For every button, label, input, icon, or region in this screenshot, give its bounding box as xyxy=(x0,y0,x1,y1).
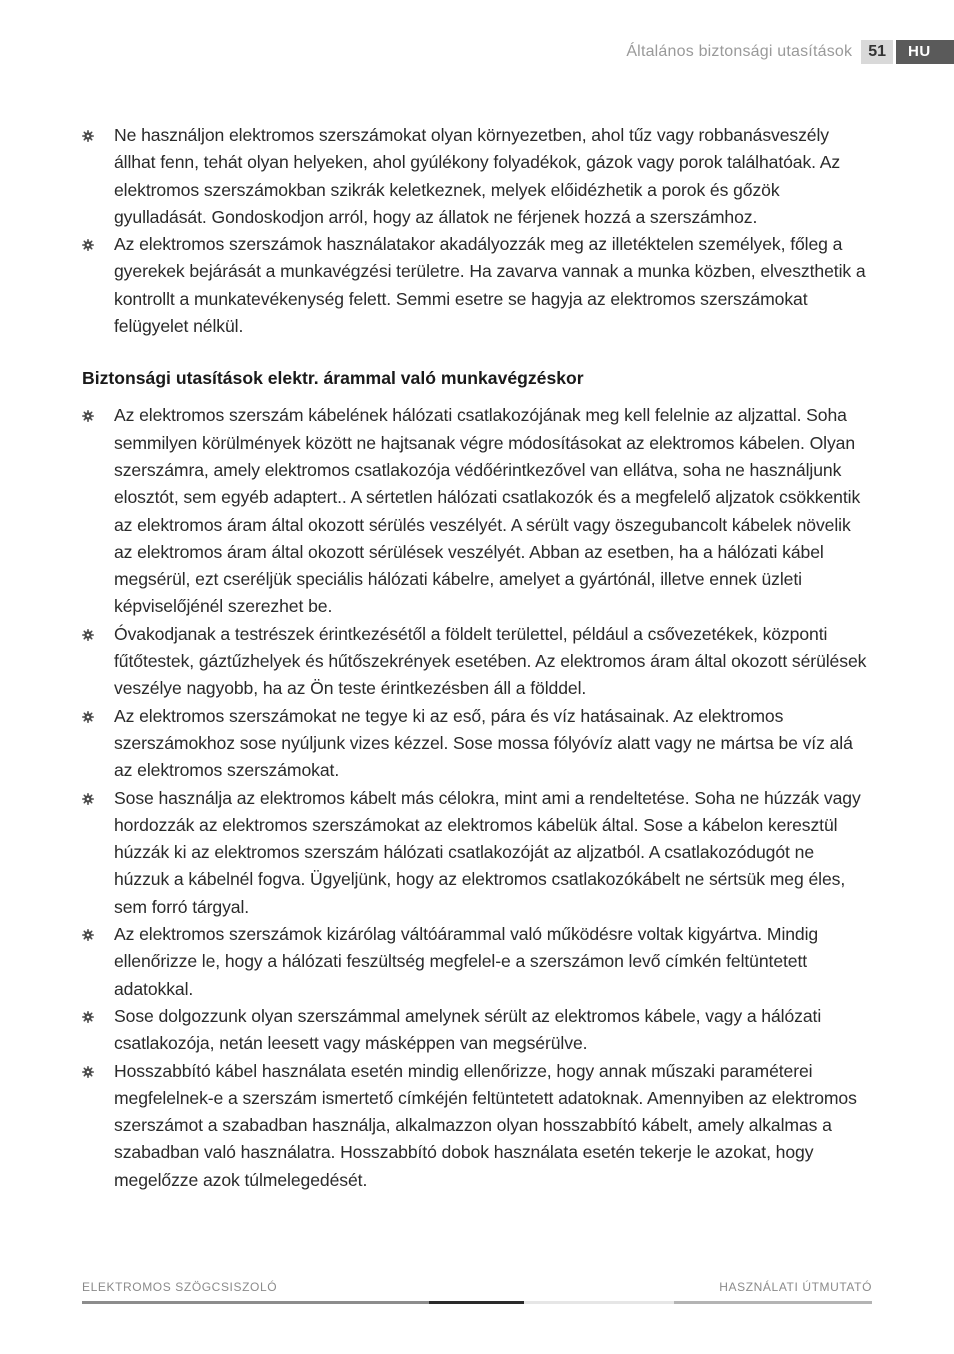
list-item xyxy=(82,122,872,231)
list-item-text: Az elektromos szerszámok kizárólag váltóárammal való működésre voltak kigyártva. Mindig ellenőrizze le, hogy a hálózati feszültség megfelel-e a szerszámon levő címkén feltüntetett adatokkal. xyxy=(114,924,819,999)
gear-bullet-icon xyxy=(82,410,94,422)
footer-divider xyxy=(524,1301,674,1304)
list-item xyxy=(82,1058,872,1194)
footer-divider xyxy=(674,1301,872,1304)
gear-bullet-icon xyxy=(82,629,94,641)
section-heading: Biztonsági utasítások elektr. árammal való munkavégzéskor xyxy=(82,368,584,389)
list-item xyxy=(82,1003,872,1058)
gear-bullet-icon xyxy=(82,711,94,723)
list-item-text: Ne használjon elektromos szerszámokat olyan környezetben, ahol tűz vagy robbanásveszély állhat fenn, tehát olyan helyeken, ahol gyúlékony folyadékok, gázok vagy porok találhatóak. Az elektromos szerszámokban szikrák keletkeznek, melyek előidézhetik a porok és gőzök gyulladását. Gondoskodjon arról, hogy az állatok ne férjenek hozzá a szerszámhoz. xyxy=(114,125,841,227)
language-badge: HU xyxy=(896,40,954,64)
list-item xyxy=(82,231,872,340)
gear-bullet-icon xyxy=(82,793,94,805)
list-item xyxy=(82,703,872,785)
gear-bullet-icon xyxy=(82,130,94,142)
page-header xyxy=(626,40,954,64)
electrical-safety-list xyxy=(82,402,872,1194)
list-item xyxy=(82,921,872,1003)
list-item-text: Az elektromos szerszámok használatakor akadályozzák meg az illetéktelen személyek, főleg a gyerekek bejárását a munkavégzési területre. Ha zavarva vannak a munka közben, elveszthetik a kontrollt a munkatevékenység felett. Semmi esetre se hagyja az elektromos szerszámokat felügyelet nélkül. xyxy=(114,234,866,337)
page-number: 51 xyxy=(861,40,893,64)
gear-bullet-icon xyxy=(82,929,94,941)
list-item xyxy=(82,621,872,703)
gear-bullet-icon xyxy=(82,1011,94,1023)
list-item-text: Hosszabbító kábel használata esetén mindig ellenőrizze, hogy annak műszaki paraméterei megfelelnek-e a szerszám ismertető címkéjén feltüntetett adatoknak. Amennyiben az elektromos szerszámot a szabadban használja, alkalmazzon olyan hosszabbító kábelt, amely alkalmas a szabadban való használatra. Hosszabbító dobok használata esetén tekerje le azokat, hogy megelőzze azok túlmelegedését. xyxy=(114,1060,857,1190)
intro-list xyxy=(82,122,872,340)
gear-bullet-icon xyxy=(82,239,94,251)
list-item-text: Az elektromos szerszámokat ne tegye ki az eső, pára és víz hatásainak. Az elektromos szerszámokhoz sose nyúljunk vizes kézzel. Sose mossa fólyóvíz alatt vagy ne mártsa be víz alá az elektromos szerszámokat. xyxy=(114,705,853,781)
footer-divider xyxy=(82,1301,429,1304)
gear-bullet-icon xyxy=(82,1066,94,1078)
list-item xyxy=(82,785,872,921)
list-item-text: Sose használja az elektromos kábelt más célokra, mint ami a rendeltetése. Soha ne húzzák vagy hordozzák az elektromos szerszámokat az elektromos kábelük által. Sose a kábelon keresztül húzzák ki az elektromos szerszám hálózati csatlakozóját az aljzatból. A csatlakozódugót ne húzzuk a kábelnél fogva. Ügyeljünk, hogy az elektromos csatlakozókábelt ne sértsük meg éles, sem forró tárgyal. xyxy=(114,787,861,917)
footer-left-label: ELEKTROMOS SZÖGCSISZOLÓ xyxy=(82,1280,278,1294)
list-item-text: Sose dolgozzunk olyan szerszámmal amelynek sérült az elektromos kábele, vagy a hálózati csatlakozója, netán leesett vagy másképpen van megsérülve. xyxy=(114,1005,822,1054)
footer-right-label: HASZNÁLATI ÚTMUTATÓ xyxy=(719,1280,872,1294)
list-item-text: Az elektromos szerszám kábelének hálózati csatlakozójának meg kell felelnie az aljzattal. Soha semmilyen körülmények között ne hajtsanak végre módosításokat az elektromos kábelen. Olyan szerszámra, amely elektromos csatlakozója védőérintkezővel van ellátva, soha ne használjunk elosztót, sem egyéb adaptert.. A sértetlen hálózati csatlakozók és a megfelelő aljzatok csökkentik az elektromos áram által okozott sérülés veszélyét. A sérült vagy öszegubancolt kábelek növelik az elektromos áram által okozott sérülések veszélyét. Abban az esetben, ha a hálózati kábel megsérül, ezt cseréljük speciális hálózati kábelre, amelyet a gyártónál, illetve ennek üzleti képviselőjénél szerezhet be. xyxy=(114,405,861,617)
main-content xyxy=(82,122,872,1194)
list-item xyxy=(82,402,872,620)
page-footer xyxy=(82,1280,872,1294)
header-title: Általános biztonsági utasítások xyxy=(626,43,853,60)
footer-divider xyxy=(429,1301,524,1304)
list-item-text: Óvakodjanak a testrészek érintkezésétől a földelt területtel, például a csővezetékek, központi fűtőtestek, gáztűzhelyek és hűtőszekrények esetében. Az elektromos áram által okozott sérülések veszélye nagyobb, ha az Ön teste érintkezésben áll a földdel. xyxy=(114,623,867,699)
